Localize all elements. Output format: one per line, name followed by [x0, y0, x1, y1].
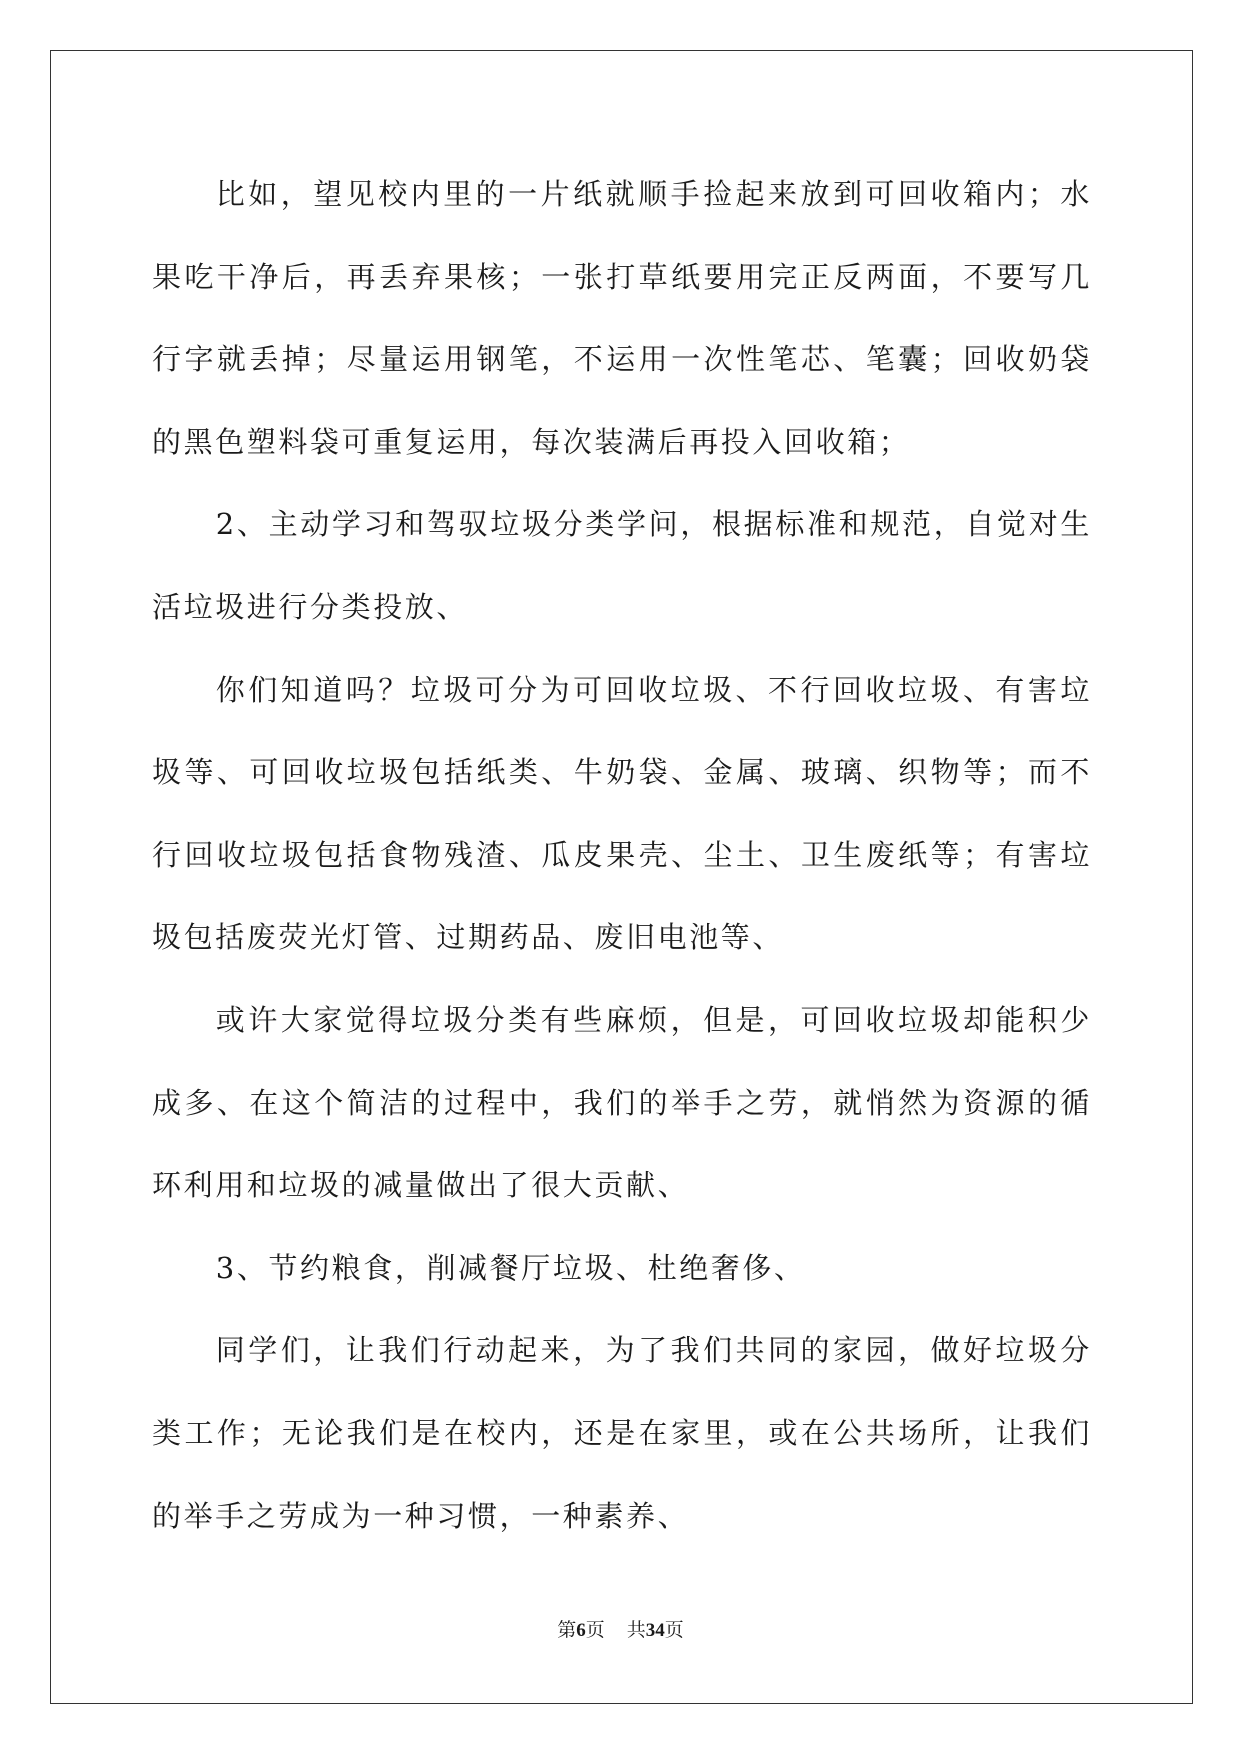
document-body — [152, 153, 1092, 1557]
total-pages: 34 — [645, 1620, 665, 1641]
paragraph-6: 同学们，让我们行动起来，为了我们共同的家园，做好垃圾分类工作；无论我们是在校内，还是在家里，或在公共场所，让我们的举手之劳成为一种习惯，一种素养、 — [152, 1333, 1092, 1533]
paragraph-5: 3、节约粮食，削减餐厅垃圾、杜绝奢侈、 — [215, 1250, 806, 1285]
paragraph-1: 比如，望见校内里的一片纸就顺手捡起来放到可回收箱内；水果吃干净后，再丢弃果核；一张打草纸要用完正反两面，不要写几行字就丢掉；尽量运用钢笔，不运用一次性笔芯、笔囊；回收奶袋的黑色塑料袋可重复运用，每次装满后再投入回收箱； — [152, 177, 1092, 459]
total-prefix: 共 — [626, 1619, 646, 1641]
page-number: 6 — [576, 1620, 586, 1641]
paragraph-2: 2、主动学习和驾驭垃圾分类学问，根据标准和规范，自觉对生活垃圾进行分类投放、 — [152, 507, 1092, 624]
page-suffix: 页 — [585, 1619, 605, 1641]
page-prefix: 第 — [557, 1619, 577, 1641]
page-footer — [0, 1618, 1241, 1643]
total-suffix: 页 — [664, 1619, 684, 1641]
paragraph-3: 你们知道吗？垃圾可分为可回收垃圾、不行回收垃圾、有害垃圾等、可回收垃圾包括纸类、牛奶袋、金属、玻璃、织物等；而不行回收垃圾包括食物残渣、瓜皮果壳、尘土、卫生废纸等；有害垃圾包括废荧光灯管、过期药品、废旧电池等、 — [152, 672, 1092, 955]
paragraph-4: 或许大家觉得垃圾分类有些麻烦，但是，可回收垃圾却能积少成多、在这个简洁的过程中，我们的举手之劳，就悄然为资源的循环利用和垃圾的减量做出了很大贡献、 — [152, 1002, 1092, 1203]
